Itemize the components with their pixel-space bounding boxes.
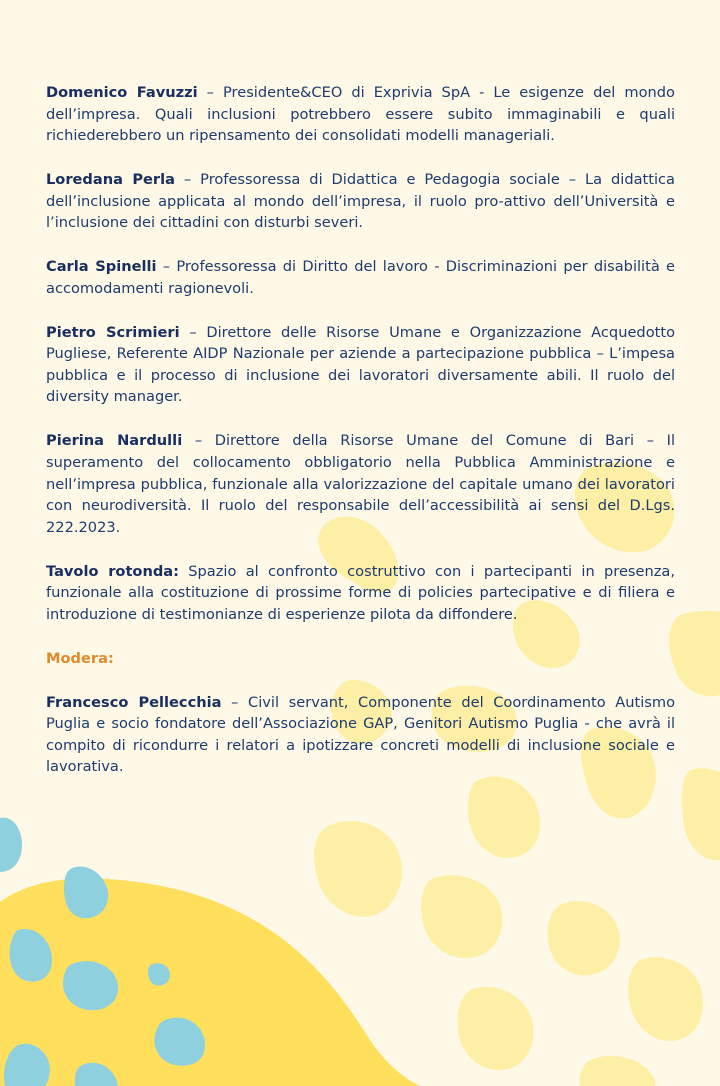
program-content: [46, 82, 675, 800]
pale-yellow-blob: [669, 611, 720, 697]
speaker-description: – Direttore delle Risorse Umane e Organizzazione Acquedotto Pugliese, Referente AIDP Nazionale per aziende a partecipazione pubblica – L’impesa pubblica e il processo di inclusione dei lavoratori diversamente abili. Il ruolo del diversity manager.: [46, 323, 675, 406]
speaker-name: Carla Spinelli: [46, 258, 157, 276]
pale-yellow-blob: [548, 901, 620, 975]
speaker-description: – Direttore della Risorse Umane del Comune di Bari – Il superamento del collocamento obbligatorio nella Pubblica Amministrazione e nell’impresa pubblica, funzionale alla valorizzazione del capitale umano dei lavoratori con neurodiversità. Il ruolo del responsabile dell’accessibilità ai sensi del D.Lgs. 222.2023.: [46, 432, 675, 536]
moderator-description: – Civil servant, Componente del Coordinamento Autismo Puglia e socio fondatore dell’Associazione GAP, Genitori Autismo Puglia - che avrà il compito di ricondurre i relatori a ipotizzare concreti modelli di inclusione sociale e lavorativa.: [46, 693, 676, 776]
pale-yellow-blob: [579, 1056, 655, 1086]
blue-blob: [64, 867, 108, 919]
speaker-name: Loredana Perla: [46, 171, 175, 189]
pale-yellow-blob: [314, 821, 402, 917]
moderator-name: Francesco Pellecchia: [46, 693, 222, 711]
speaker-entry: [46, 256, 675, 299]
moderation-heading: Modera:: [46, 649, 114, 667]
round-table-label: Tavolo rotonda:: [46, 562, 179, 580]
speaker-description: – Professoressa di Diritto del lavoro - Discriminazioni per disabilità e accomodamenti ragionevoli.: [46, 258, 675, 297]
blue-blob: [0, 818, 22, 872]
pale-yellow-blob: [628, 957, 703, 1041]
round-table-entry: [46, 561, 675, 626]
speaker-entry: [46, 82, 675, 147]
pale-yellow-blob: [682, 768, 720, 860]
pale-yellow-blob: [421, 875, 502, 958]
speaker-description: – Presidente&CEO di Exprivia SpA - Le esigenze del mondo dell’impresa. Quali inclusioni potrebbero essere subito immaginabili e quali richiederebbero un ripensamento dei consolidati modelli manageriali.: [46, 84, 675, 145]
speaker-name: Pietro Scrimieri: [46, 323, 180, 341]
round-table-description: Spazio al confronto costruttivo con i partecipanti in presenza, funzionale alla costituzione di prossime forme di policies partecipative e di filiera e introduzione di testimonianze di esperienze pilota da diffondere.: [46, 562, 675, 623]
speaker-entry: [46, 430, 675, 538]
pale-yellow-blob: [458, 987, 534, 1070]
moderator-entry: [46, 692, 675, 778]
speaker-description: – Professoressa di Didattica e Pedagogia sociale – La didattica dell’inclusione applicata al mondo dell’impresa, il ruolo pro-attivo dell’Università e l’inclusione dei cittadini con disturbi severi.: [46, 171, 675, 232]
speaker-name: Domenico Favuzzi: [46, 84, 198, 101]
speaker-name: Pierina Nardulli: [46, 432, 183, 450]
speaker-entry: [46, 322, 675, 408]
speaker-entry: [46, 169, 675, 234]
